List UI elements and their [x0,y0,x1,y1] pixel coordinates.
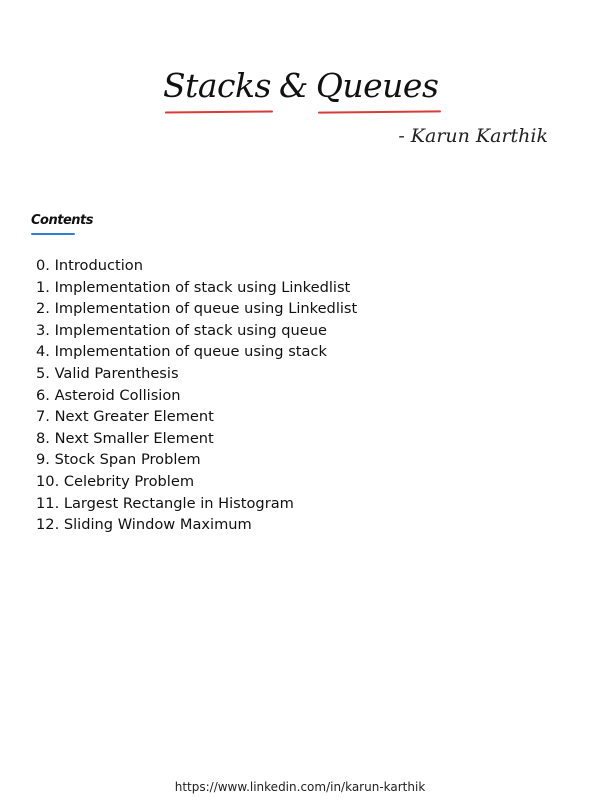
title-text-queues: Queues [315,66,439,105]
author-name: - Karun Karthik [398,125,548,147]
toc-item: 8. Next Smaller Element [36,429,214,447]
toc-item: 2. Implementation of queue using Linkedlist [36,300,358,318]
linkedin-link[interactable]: https://www.linkedin.com/in/karun-karthik [174,780,426,794]
title-ampersand: & [278,66,308,105]
red-underline [318,110,441,113]
toc-item: 11. Largest Rectangle in Histogram [36,494,294,512]
title-word-stacks [163,66,271,105]
red-underline [165,110,273,113]
toc-item: 10. Celebrity Problem [36,472,195,490]
toc-item: 6. Asteroid Collision [36,386,181,404]
contents-heading: Contents [31,213,93,228]
toc-item: 5. Valid Parenthesis [36,364,179,382]
toc-item: 7. Next Greater Element [36,408,214,426]
page-title [163,66,439,105]
blue-underline [31,233,75,235]
toc-item: 1. Implementation of stack using Linkedlist [36,278,351,296]
toc-item: 12. Sliding Window Maximum [36,516,252,534]
title-word-queues [316,66,439,105]
title-text-stacks: Stacks [163,66,271,105]
toc-item: 0. Introduction [36,257,143,274]
toc-item: 3. Implementation of stack using queue [36,321,327,339]
table-of-contents [36,255,357,536]
toc-item: 4. Implementation of queue using stack [36,343,327,361]
toc-item: 9. Stock Span Problem [36,451,201,469]
